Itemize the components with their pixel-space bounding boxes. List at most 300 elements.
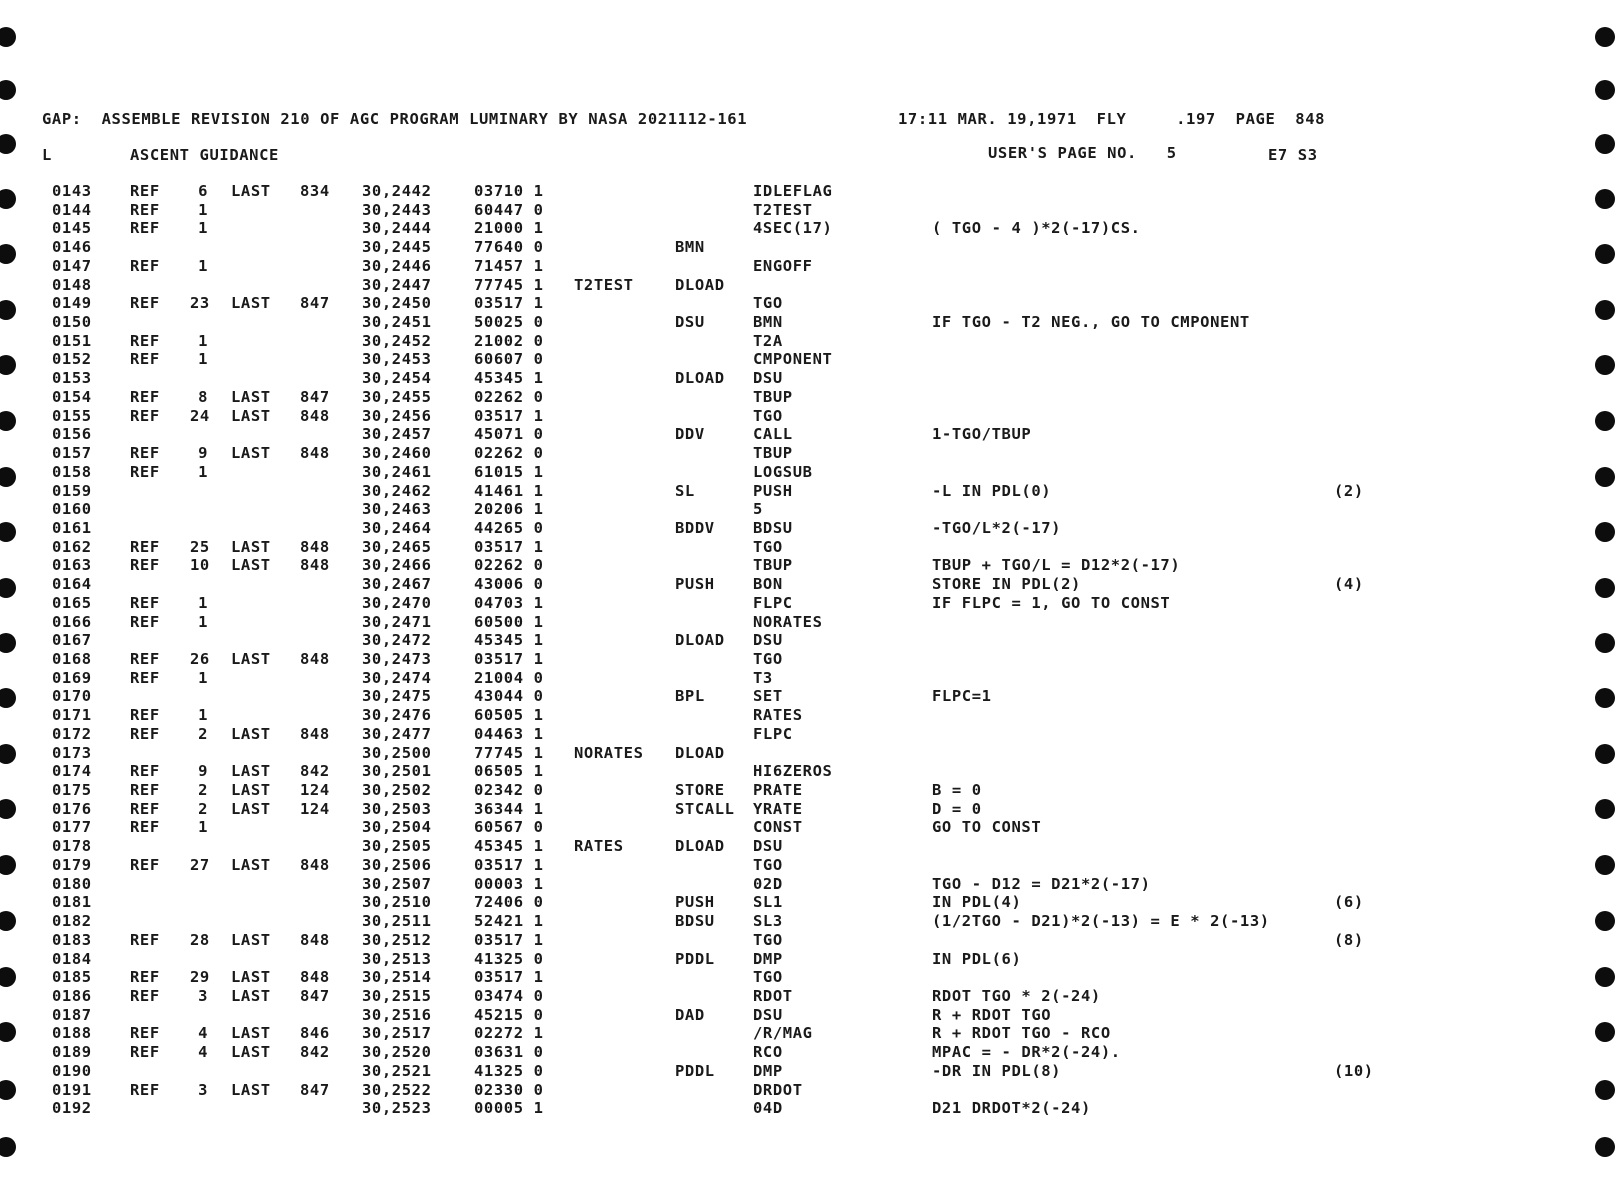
ref-count: 10 (190, 556, 210, 575)
operand: 4SEC(17) (753, 219, 833, 238)
ref-keyword: REF (130, 650, 160, 668)
comment: IF FLPC = 1, GO TO CONST (932, 593, 1171, 612)
operand: RCO (753, 1043, 783, 1062)
address: 30,2464 (362, 518, 432, 537)
line-number: 0163 (52, 556, 92, 575)
line-number: 0147 (52, 256, 92, 275)
last-page: 842 (300, 1043, 330, 1062)
pdl-marker: (6) (1334, 893, 1364, 912)
operand: FLPC (753, 593, 793, 612)
listing-row (0, 444, 1617, 463)
line-number: 0158 (52, 462, 92, 481)
address: 30,2451 (362, 313, 432, 332)
line-number: 0187 (52, 1005, 92, 1024)
statement-label: NORATES (574, 743, 644, 762)
last-page: 847 (300, 294, 330, 313)
statement-label: RATES (574, 837, 624, 856)
comment: D21 DRDOT*2(-24) (932, 1099, 1091, 1118)
address: 30,2522 (362, 1080, 432, 1099)
listing-row (0, 613, 1617, 632)
octal-word: 02272 1 (474, 1024, 544, 1043)
listing-row (0, 706, 1617, 725)
octal-word: 03474 0 (474, 986, 544, 1005)
address: 30,2501 (362, 762, 432, 781)
section-marker: L (42, 146, 52, 164)
listing-row (0, 687, 1617, 706)
ref-keyword: REF (130, 818, 160, 837)
operand: DMP (753, 1061, 783, 1080)
comment: MPAC = - DR*2(-24). (932, 1043, 1121, 1062)
tractor-hole (1595, 1137, 1615, 1157)
octal-word: 45215 0 (474, 1005, 544, 1024)
line-number: 0155 (52, 406, 92, 425)
pdl-marker: (10) (1334, 1061, 1374, 1080)
line-number: 0177 (52, 818, 92, 837)
octal-word: 03517 1 (474, 537, 544, 556)
line-number: 0170 (52, 687, 92, 706)
address: 30,2454 (362, 369, 432, 388)
ref-keyword: REF (130, 350, 160, 369)
address: 30,2453 (362, 350, 432, 369)
last-keyword: LAST (231, 294, 271, 313)
last-keyword: LAST (231, 799, 271, 818)
operand: DSU (753, 369, 783, 388)
operand: T2TEST (753, 200, 813, 219)
listing-row (0, 1043, 1617, 1062)
operand: YRATE (753, 799, 803, 818)
opcode: PUSH (675, 575, 715, 594)
ref-count: 2 (198, 724, 208, 743)
last-page: 834 (300, 182, 330, 200)
line-number: 0178 (52, 837, 92, 856)
line-number: 0160 (52, 500, 92, 519)
octal-word: 41325 0 (474, 1061, 544, 1080)
address: 30,2471 (362, 612, 432, 631)
octal-word: 41325 0 (474, 949, 544, 968)
listing-row (0, 725, 1617, 744)
opcode: DLOAD (675, 743, 725, 762)
last-page: 848 (300, 968, 330, 987)
last-page: 848 (300, 650, 330, 668)
address: 30,2472 (362, 631, 432, 650)
comment: -L IN PDL(0) (932, 481, 1052, 500)
line-number: 0151 (52, 331, 92, 350)
address: 30,2477 (362, 724, 432, 743)
listing-row (0, 650, 1617, 669)
operand: TGO (753, 294, 783, 313)
listing-row (0, 500, 1617, 519)
octal-word: 45345 1 (474, 631, 544, 650)
operand: HI6ZEROS (753, 762, 833, 781)
octal-word: 45345 1 (474, 837, 544, 856)
address: 30,2505 (362, 837, 432, 856)
octal-word: 77745 1 (474, 275, 544, 294)
address: 30,2455 (362, 387, 432, 406)
listing-row (0, 276, 1617, 295)
line-number: 0153 (52, 369, 92, 388)
ref-count: 1 (198, 219, 208, 238)
opcode: PDDL (675, 949, 715, 968)
operand: TBUP (753, 444, 793, 463)
line-number: 0186 (52, 986, 92, 1005)
line-number: 0190 (52, 1061, 92, 1080)
last-keyword: LAST (231, 855, 271, 874)
ref-keyword: REF (130, 1043, 160, 1062)
octal-word: 60607 0 (474, 350, 544, 369)
operand: BDSU (753, 518, 793, 537)
ref-count: 26 (190, 650, 210, 668)
operand: 5 (753, 500, 763, 519)
comment: IF TGO - T2 NEG., GO TO CMPONENT (932, 313, 1250, 332)
ref-keyword: REF (130, 668, 160, 687)
address: 30,2473 (362, 650, 432, 668)
line-number: 0156 (52, 425, 92, 444)
comment: B = 0 (932, 781, 982, 800)
ref-keyword: REF (130, 968, 160, 987)
comment: IN PDL(4) (932, 893, 1022, 912)
last-keyword: LAST (231, 537, 271, 556)
octal-word: 52421 1 (474, 912, 544, 931)
ref-keyword: REF (130, 855, 160, 874)
octal-word: 45071 0 (474, 425, 544, 444)
listing-row (0, 294, 1617, 313)
listing-row (0, 313, 1617, 332)
last-keyword: LAST (231, 781, 271, 800)
address: 30,2460 (362, 444, 432, 463)
tractor-hole (0, 1137, 16, 1157)
line-number: 0180 (52, 874, 92, 893)
tractor-hole (1595, 134, 1615, 154)
ref-count: 2 (198, 781, 208, 800)
operand: LOGSUB (753, 462, 813, 481)
listing-row (0, 987, 1617, 1006)
line-number: 0173 (52, 743, 92, 762)
header-title: GAP: ASSEMBLE REVISION 210 OF AGC PROGRAM LUMINARY BY NASA 2021112-161 (42, 110, 748, 128)
tractor-hole (1595, 80, 1615, 100)
listing-row (0, 1099, 1617, 1118)
comment: FLPC=1 (932, 687, 992, 706)
octal-word: 02262 0 (474, 556, 544, 575)
comment: IN PDL(6) (932, 949, 1022, 968)
line-number: 0182 (52, 912, 92, 931)
line-number: 0189 (52, 1043, 92, 1062)
comment: -TGO/L*2(-17) (932, 518, 1062, 537)
operand: T3 (753, 668, 773, 687)
octal-word: 03517 1 (474, 968, 544, 987)
line-number: 0148 (52, 275, 92, 294)
listing-row (0, 257, 1617, 276)
listing-row (0, 912, 1617, 931)
line-number: 0164 (52, 575, 92, 594)
ref-count: 9 (198, 444, 208, 463)
address: 30,2520 (362, 1043, 432, 1062)
operand: 04D (753, 1099, 783, 1118)
address: 30,2465 (362, 537, 432, 556)
octal-word: 43044 0 (474, 687, 544, 706)
ref-count: 1 (198, 256, 208, 275)
listing-row (0, 538, 1617, 557)
octal-word: 60567 0 (474, 818, 544, 837)
octal-word: 41461 1 (474, 481, 544, 500)
comment: D = 0 (932, 799, 982, 818)
last-keyword: LAST (231, 406, 271, 425)
last-page: 842 (300, 762, 330, 781)
operand: BON (753, 575, 783, 594)
last-page: 848 (300, 406, 330, 425)
address: 30,2466 (362, 556, 432, 575)
opcode: STCALL (675, 799, 735, 818)
operand: IDLEFLAG (753, 182, 833, 200)
comment: ( TGO - 4 )*2(-17)CS. (932, 219, 1141, 238)
opcode: BDSU (675, 912, 715, 931)
address: 30,2443 (362, 200, 432, 219)
operand: NORATES (753, 612, 823, 631)
operand: DRDOT (753, 1080, 803, 1099)
ref-keyword: REF (130, 219, 160, 238)
ref-count: 1 (198, 462, 208, 481)
octal-word: 60447 0 (474, 200, 544, 219)
ref-count: 1 (198, 200, 208, 219)
last-page: 848 (300, 855, 330, 874)
last-page: 848 (300, 444, 330, 463)
line-number: 0159 (52, 481, 92, 500)
line-number: 0154 (52, 387, 92, 406)
address: 30,2456 (362, 406, 432, 425)
opcode: DLOAD (675, 631, 725, 650)
header-timestamp-page: 17:11 MAR. 19,1971 FLY .197 PAGE 848 (898, 110, 1326, 128)
comment: (1/2TGO - D21)*2(-13) = E * 2(-13) (932, 912, 1270, 931)
address: 30,2517 (362, 1024, 432, 1043)
last-keyword: LAST (231, 556, 271, 575)
comment: TGO - D12 = D21*2(-17) (932, 874, 1151, 893)
ref-keyword: REF (130, 556, 160, 575)
ref-count: 4 (198, 1043, 208, 1062)
ref-keyword: REF (130, 1080, 160, 1099)
last-keyword: LAST (231, 724, 271, 743)
ref-keyword: REF (130, 200, 160, 219)
opcode: DLOAD (675, 275, 725, 294)
ref-count: 3 (198, 1080, 208, 1099)
tractor-hole (0, 80, 16, 100)
operand: PUSH (753, 481, 793, 500)
octal-word: 45345 1 (474, 369, 544, 388)
opcode: BDDV (675, 518, 715, 537)
ref-count: 24 (190, 406, 210, 425)
operand: BMN (753, 313, 783, 332)
ref-keyword: REF (130, 387, 160, 406)
pdl-marker: (2) (1334, 481, 1364, 500)
line-number: 0172 (52, 724, 92, 743)
address: 30,2463 (362, 500, 432, 519)
opcode: SL (675, 481, 695, 500)
address: 30,2511 (362, 912, 432, 931)
comment: R + RDOT TGO (932, 1005, 1052, 1024)
ref-keyword: REF (130, 612, 160, 631)
octal-word: 02330 0 (474, 1080, 544, 1099)
line-number: 0184 (52, 949, 92, 968)
listing-row (0, 463, 1617, 482)
listing-row (0, 950, 1617, 969)
ref-keyword: REF (130, 331, 160, 350)
octal-word: 00003 1 (474, 874, 544, 893)
ref-count: 29 (190, 968, 210, 987)
listing-row (0, 219, 1617, 238)
octal-word: 77745 1 (474, 743, 544, 762)
address: 30,2470 (362, 593, 432, 612)
octal-word: 03631 0 (474, 1043, 544, 1062)
line-number: 0174 (52, 762, 92, 781)
operand: TGO (753, 406, 783, 425)
address: 30,2450 (362, 294, 432, 313)
operand: TGO (753, 968, 783, 987)
ref-count: 25 (190, 537, 210, 556)
last-page: 848 (300, 537, 330, 556)
line-number: 0188 (52, 1024, 92, 1043)
ref-count: 6 (198, 182, 208, 200)
listing-row (0, 407, 1617, 426)
octal-word: 00005 1 (474, 1099, 544, 1118)
line-number: 0181 (52, 893, 92, 912)
last-keyword: LAST (231, 986, 271, 1005)
last-page: 847 (300, 1080, 330, 1099)
listing-row (0, 968, 1617, 987)
listing-row (0, 556, 1617, 575)
address: 30,2467 (362, 575, 432, 594)
operand: TGO (753, 930, 783, 949)
operand: CONST (753, 818, 803, 837)
ref-count: 2 (198, 799, 208, 818)
ref-count: 3 (198, 986, 208, 1005)
operand: SL3 (753, 912, 783, 931)
address: 30,2446 (362, 256, 432, 275)
address: 30,2510 (362, 893, 432, 912)
octal-word: 03517 1 (474, 406, 544, 425)
line-number: 0168 (52, 650, 92, 668)
opcode: STORE (675, 781, 725, 800)
opcode: PUSH (675, 893, 715, 912)
ref-keyword: REF (130, 799, 160, 818)
last-keyword: LAST (231, 1024, 271, 1043)
operand: TBUP (753, 556, 793, 575)
line-number: 0145 (52, 219, 92, 238)
listing-row (0, 425, 1617, 444)
comment: 1-TGO/TBUP (932, 425, 1032, 444)
listing-row (0, 482, 1617, 501)
operand: RDOT (753, 986, 793, 1005)
octal-word: 50025 0 (474, 313, 544, 332)
octal-word: 44265 0 (474, 518, 544, 537)
ref-count: 28 (190, 930, 210, 949)
listing-row (0, 818, 1617, 837)
line-number: 0150 (52, 313, 92, 332)
listing-row (0, 875, 1617, 894)
listing-row (0, 837, 1617, 856)
operand: CMPONENT (753, 350, 833, 369)
comment: TBUP + TGO/L = D12*2(-17) (932, 556, 1181, 575)
line-number: 0185 (52, 968, 92, 987)
ref-count: 1 (198, 331, 208, 350)
operand: T2A (753, 331, 783, 350)
octal-word: 06505 1 (474, 762, 544, 781)
last-page: 124 (300, 781, 330, 800)
listing-row (0, 519, 1617, 538)
ref-keyword: REF (130, 724, 160, 743)
octal-word: 60500 1 (474, 612, 544, 631)
users-page-number: USER'S PAGE NO. 5 (988, 144, 1177, 162)
opcode: DLOAD (675, 837, 725, 856)
last-keyword: LAST (231, 1043, 271, 1062)
opcode: PDDL (675, 1061, 715, 1080)
line-number: 0175 (52, 781, 92, 800)
listing-row (0, 762, 1617, 781)
comment: STORE IN PDL(2) (932, 575, 1081, 594)
operand: CALL (753, 425, 793, 444)
operand: 02D (753, 874, 783, 893)
last-page: 124 (300, 799, 330, 818)
comment: R + RDOT TGO - RCO (932, 1024, 1111, 1043)
address: 30,2504 (362, 818, 432, 837)
address: 30,2516 (362, 1005, 432, 1024)
operand: SET (753, 687, 783, 706)
last-page: 848 (300, 724, 330, 743)
operand: DSU (753, 631, 783, 650)
opcode: DSU (675, 313, 705, 332)
opcode: BPL (675, 687, 705, 706)
last-keyword: LAST (231, 930, 271, 949)
address: 30,2444 (362, 219, 432, 238)
last-keyword: LAST (231, 968, 271, 987)
listing-row (0, 669, 1617, 688)
line-number: 0152 (52, 350, 92, 369)
last-keyword: LAST (231, 762, 271, 781)
ref-keyword: REF (130, 762, 160, 781)
line-number: 0169 (52, 668, 92, 687)
octal-word: 02342 0 (474, 781, 544, 800)
listing-row (0, 1006, 1617, 1025)
ref-keyword: REF (130, 182, 160, 200)
listing-row (0, 800, 1617, 819)
last-keyword: LAST (231, 387, 271, 406)
octal-word: 04703 1 (474, 593, 544, 612)
last-keyword: LAST (231, 182, 271, 200)
comment: -DR IN PDL(8) (932, 1061, 1062, 1080)
octal-word: 21000 1 (474, 219, 544, 238)
ref-keyword: REF (130, 986, 160, 1005)
line-number: 0191 (52, 1080, 92, 1099)
ref-count: 1 (198, 668, 208, 687)
listing-row (0, 575, 1617, 594)
line-number: 0176 (52, 799, 92, 818)
line-number: 0162 (52, 537, 92, 556)
line-number: 0192 (52, 1099, 92, 1118)
line-number: 0143 (52, 182, 92, 200)
ref-keyword: REF (130, 781, 160, 800)
listing-row (0, 388, 1617, 407)
operand: TGO (753, 650, 783, 668)
octal-word: 36344 1 (474, 799, 544, 818)
listing-row (0, 332, 1617, 351)
tractor-hole (1595, 27, 1615, 47)
listing-row (0, 931, 1617, 950)
statement-label: T2TEST (574, 275, 634, 294)
octal-word: 72406 0 (474, 893, 544, 912)
ref-count: 1 (198, 593, 208, 612)
listing-row (0, 201, 1617, 220)
line-number: 0161 (52, 518, 92, 537)
address: 30,2515 (362, 986, 432, 1005)
octal-word: 21004 0 (474, 668, 544, 687)
listing-row (0, 1081, 1617, 1100)
